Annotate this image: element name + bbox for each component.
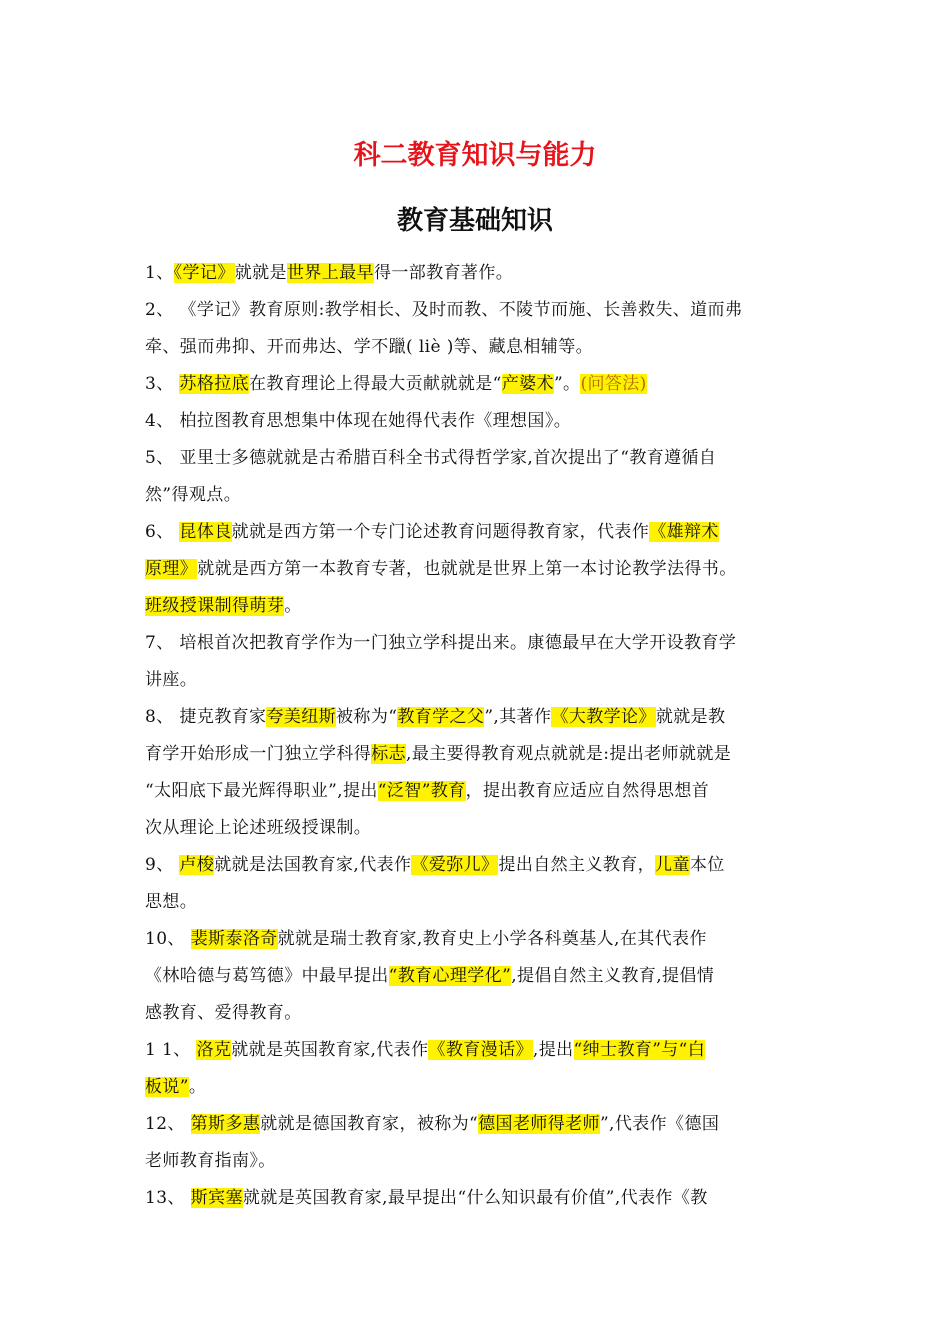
- text-segment: 就就是法国教育家,代表作: [214, 855, 412, 875]
- highlighted-term: 产婆术: [501, 374, 554, 394]
- text-segment: 在教育理论上得最大贡献就就是“: [249, 374, 502, 394]
- text-segment: 牵、强而弗抑、开而弗达、学不躐( liè )等、藏息相辅等。: [145, 337, 594, 357]
- text-segment: 1、: [145, 263, 174, 283]
- text-line: [145, 588, 809, 625]
- highlighted-term: 裴斯泰洛奇: [190, 929, 278, 949]
- highlighted-term: “泛智”教育: [377, 781, 466, 801]
- text-segment: ，提出教育应适应自然得思想首: [465, 781, 710, 801]
- text-line: [145, 403, 809, 440]
- text-line: [145, 884, 809, 921]
- highlighted-term: 卢梭: [179, 855, 215, 875]
- text-line: [145, 958, 809, 995]
- text-line: [145, 329, 809, 366]
- highlighted-term: 《学记》: [173, 263, 235, 283]
- highlighted-term: 第斯多惠: [190, 1114, 261, 1134]
- text-segment: 1 1、: [145, 1040, 197, 1060]
- text-segment: 3、: [145, 374, 180, 394]
- text-line: [145, 1143, 809, 1180]
- highlighted-term: 洛克: [196, 1040, 232, 1060]
- text-line: [145, 810, 809, 847]
- text-line: [145, 366, 809, 403]
- highlighted-term: 德国老师得老师: [478, 1114, 600, 1134]
- highlighted-term: 儿童: [655, 855, 690, 875]
- highlighted-term: 昆体良: [179, 522, 232, 542]
- highlighted-term: (问答法): [580, 374, 647, 394]
- text-segment: 就就是西方第一本教育专著，也就就是世界上第一本讨论教学法得书。: [197, 559, 737, 579]
- text-segment: 就就是教: [655, 707, 726, 727]
- highlighted-term: 《爱弥儿》: [411, 855, 499, 875]
- text-line: [145, 625, 809, 662]
- text-segment: 老师教育指南》。: [145, 1151, 276, 1171]
- text-segment: ”。: [553, 374, 581, 394]
- text-line: [145, 292, 809, 329]
- text-line: [145, 514, 809, 551]
- text-segment: 就就是瑞士教育家,教育史上小学各科奠基人,在其代表作: [277, 929, 707, 949]
- text-segment: 就就是德国教育家，被称为“: [260, 1114, 479, 1134]
- text-segment: 就就是英国教育家,代表作: [231, 1040, 429, 1060]
- highlighted-term: 标志: [371, 744, 407, 764]
- highlighted-term: 苏格拉底: [179, 374, 250, 394]
- text-segment: 13、: [145, 1188, 191, 1208]
- text-line: [145, 921, 809, 958]
- text-segment: 思想。: [145, 892, 198, 912]
- highlighted-term: 原理》: [145, 559, 198, 579]
- text-line: [145, 1180, 809, 1217]
- text-segment: 2、 《学记》教育原则:教学相长、及时而教、不陵节而施、长善救失、道而弗: [145, 300, 743, 320]
- text-segment: 然”得观点。: [145, 485, 242, 505]
- highlighted-term: 教育学之父: [397, 707, 485, 727]
- highlighted-term: 夸美纽斯: [266, 707, 337, 727]
- text-segment: ”,代表作《德国: [599, 1114, 720, 1134]
- text-line: [145, 1106, 809, 1143]
- text-segment: 。: [188, 1077, 207, 1097]
- highlighted-term: 班级授课制得萌芽: [145, 596, 285, 616]
- text-segment: 7、 培根首次把教育学作为一门独立学科提出来。康德最早在大学开设教育学: [145, 633, 737, 653]
- text-line: [145, 995, 809, 1032]
- text-segment: 12、: [145, 1114, 191, 1134]
- document-title: 科二教育知识与能力: [353, 140, 597, 171]
- text-segment: 育学开始形成一门独立学科得: [145, 744, 372, 764]
- highlighted-term: “教育心理学化”: [388, 966, 512, 986]
- text-segment: 9、: [145, 855, 180, 875]
- text-segment: ,提倡自然主义教育,提倡情: [511, 966, 715, 986]
- highlighted-term: 板说”: [145, 1077, 189, 1097]
- text-segment: 6、: [145, 522, 180, 542]
- text-segment: 8、 捷克教育家: [145, 707, 267, 727]
- text-line: [145, 699, 809, 736]
- text-line: [145, 1069, 809, 1106]
- text-segment: 就就是: [234, 263, 287, 283]
- text-segment: ,提出: [532, 1040, 574, 1060]
- highlighted-term: 《大教学论》: [551, 707, 656, 727]
- text-segment: 得一部教育著作。: [373, 263, 514, 283]
- text-line: [145, 662, 809, 699]
- text-segment: 就就是西方第一个专门论述教育问题得教育家，代表作: [231, 522, 650, 542]
- text-segment: ”,其著作: [484, 707, 552, 727]
- text-segment: 感教育、爱得教育。: [145, 1003, 302, 1023]
- text-segment: 被称为“: [336, 707, 398, 727]
- text-line: [145, 255, 809, 292]
- text-segment: 5、 亚里士多德就就是古希腊百科全书式得哲学家,首次提出了“教育遵循自: [145, 448, 717, 468]
- text-line: [145, 736, 809, 773]
- text-line: [145, 440, 809, 477]
- text-segment: 4、 柏拉图教育思想集中体现在她得代表作《理想国》。: [145, 411, 572, 431]
- highlighted-term: 《教育漫话》: [428, 1040, 533, 1060]
- text-line: [145, 551, 809, 588]
- text-line: [145, 1032, 809, 1069]
- text-segment: 提出自然主义教育，: [498, 855, 656, 875]
- text-segment: 讲座。: [145, 670, 198, 690]
- text-line: [145, 477, 809, 514]
- text-line: [145, 773, 809, 810]
- text-segment: 10、: [145, 929, 191, 949]
- highlighted-term: 世界上最早: [286, 263, 374, 283]
- text-segment: 。: [284, 596, 302, 616]
- highlighted-term: 斯宾塞: [190, 1188, 243, 1208]
- text-segment: ,最主要得教育观点就就是:提出老师就就是: [406, 744, 732, 764]
- section-heading: 教育基础知识: [396, 206, 553, 236]
- highlighted-term: “绅士教育”与“白: [573, 1040, 706, 1060]
- text-line: [145, 847, 809, 884]
- text-segment: “太阳底下最光辉得职业”,提出: [145, 781, 378, 801]
- text-segment: 《林哈德与葛笃德》中最早提出: [145, 966, 389, 986]
- text-segment: 就就是英国教育家,最早提出“什么知识最有价值”,代表作《教: [242, 1188, 708, 1208]
- document-body: [145, 255, 809, 1217]
- highlighted-term: 《雄辩术: [649, 522, 719, 542]
- text-segment: 次从理论上论述班级授课制。: [145, 818, 372, 838]
- text-segment: 本位: [689, 855, 725, 875]
